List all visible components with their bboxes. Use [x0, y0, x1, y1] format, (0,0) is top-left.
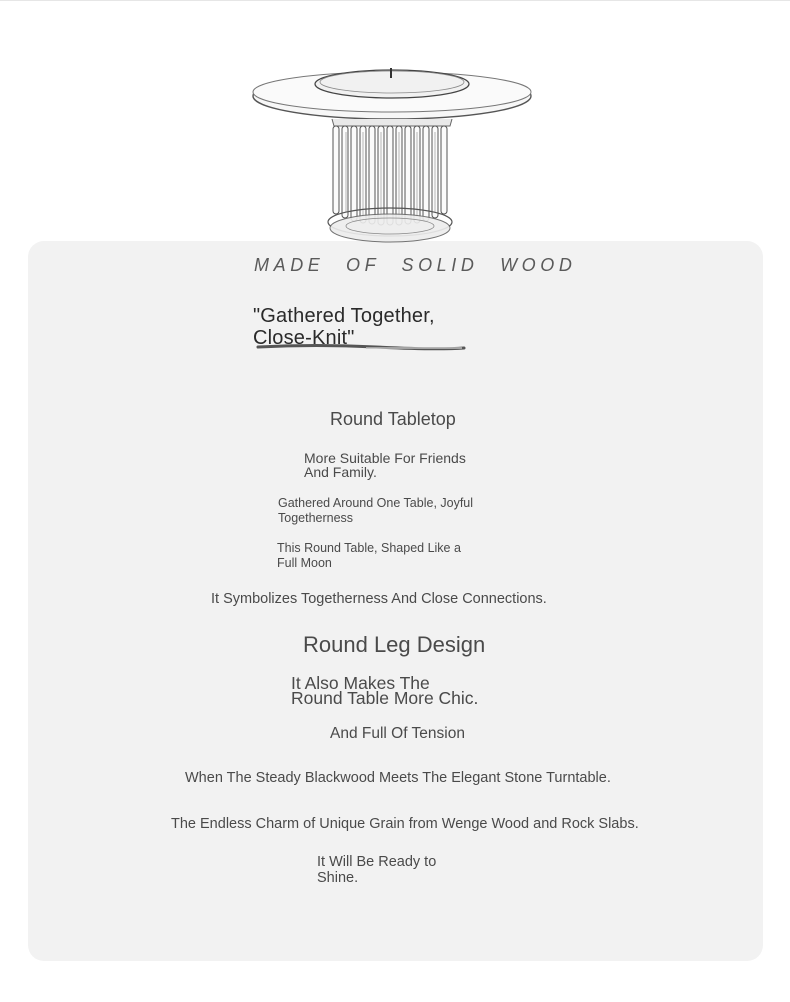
tagline-quote: "Gathered Together, Close-Knit": [253, 305, 435, 349]
leg-line-4: The Endless Charm of Unique Grain from Wenge Wood and Rock Slabs.: [171, 816, 639, 832]
tabletop-line-4: It Symbolizes Togetherness And Close Connections.: [211, 591, 547, 607]
tabletop-line-2: Gathered Around One Table, Joyful Togetherness: [278, 496, 474, 525]
top-divider: [0, 0, 790, 1]
leg-line-2: And Full Of Tension: [330, 725, 465, 742]
tabletop-line-1: More Suitable For Friends And Family.: [304, 450, 466, 480]
leg-line-1: It Also Makes The Round Table More Chic.: [291, 673, 479, 708]
round-table-sketch-icon: [250, 62, 540, 247]
section-title-round-tabletop: Round Tabletop: [330, 409, 456, 429]
section-title-round-leg-design: Round Leg Design: [303, 632, 486, 657]
brush-stroke-underline: [256, 343, 466, 351]
leg-line-5: It Will Be Ready to Shine.: [317, 854, 437, 886]
leg-line-3: When The Steady Blackwood Meets The Elegant Stone Turntable.: [185, 770, 611, 786]
material-heading: MADE OF SOLID WOOD: [254, 255, 577, 275]
tabletop-line-3: This Round Table, Shaped Like a Full Moon: [277, 541, 461, 570]
